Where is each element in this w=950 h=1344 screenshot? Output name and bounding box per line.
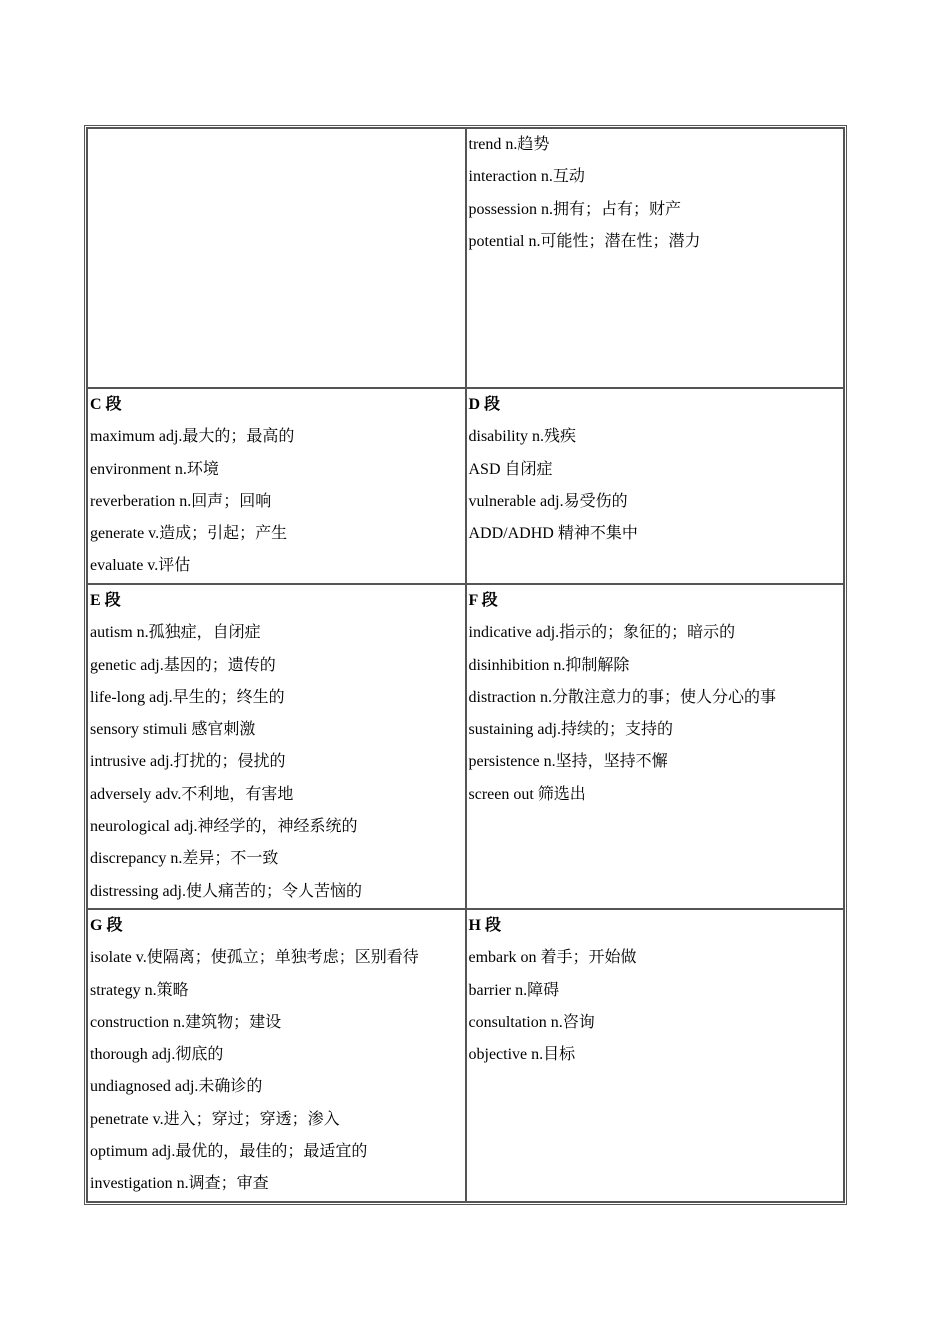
vocab-item: embark on 着手；开始做 <box>468 949 637 967</box>
section-heading: F 段 <box>468 592 498 609</box>
cell-left-1 <box>87 128 466 388</box>
section-heading: C 段 <box>90 396 122 413</box>
vocab-item: investigation n.调查；审查 <box>90 1175 269 1193</box>
section-heading: G 段 <box>90 917 123 934</box>
vocab-item: distraction n.分散注意力的事；使人分心的事 <box>468 688 777 706</box>
vocab-item: adversely adv.不利地，有害地 <box>90 785 294 803</box>
vocab-item: persistence n.坚持，坚持不懈 <box>468 753 668 771</box>
vocab-item: intrusive adj.打扰的；侵扰的 <box>90 753 286 771</box>
table-row <box>87 128 844 388</box>
table-row <box>87 584 844 909</box>
vocab-item: maximum adj.最大的；最高的 <box>90 428 295 446</box>
vocab-item: consultation n.咨询 <box>468 1013 595 1031</box>
table-row <box>87 388 844 584</box>
vocab-item: barrier n.障碍 <box>468 981 560 999</box>
vocab-item: vulnerable adj.易受伤的 <box>468 492 628 510</box>
vocab-item: thorough adj.彻底的 <box>90 1046 224 1064</box>
vocab-item: indicative adj.指示的；象征的；暗示的 <box>468 624 736 642</box>
vocab-item: trend n.趋势 <box>468 136 550 153</box>
vocab-item: ADD/ADHD 精神不集中 <box>468 525 638 543</box>
section-heading: E 段 <box>90 592 121 609</box>
vocab-item: sensory stimuli 感官刺激 <box>90 721 256 739</box>
vocab-item: strategy n.策略 <box>90 981 189 999</box>
vocab-item: autism n.孤独症，自闭症 <box>90 624 261 642</box>
vocab-item: isolate v.使隔离；使孤立；单独考虑；区别看待 <box>90 949 419 967</box>
cell-section-c <box>87 388 466 584</box>
vocab-item: neurological adj.神经学的，神经系统的 <box>90 818 358 836</box>
vocab-item: interaction n.互动 <box>468 168 585 186</box>
cell-section-d <box>466 388 845 584</box>
vocab-item: construction n.建筑物；建设 <box>90 1013 282 1031</box>
cell-right-1 <box>466 128 845 388</box>
vocabulary-table <box>84 125 847 1205</box>
section-heading: H 段 <box>468 917 501 934</box>
vocab-item: possession n.拥有；占有；财产 <box>468 200 681 218</box>
vocab-item: generate v.造成；引起；产生 <box>90 525 288 543</box>
vocab-item: discrepancy n.差异；不一致 <box>90 850 279 868</box>
vocab-item: potential n.可能性；潜在性；潜力 <box>468 232 701 250</box>
vocab-item: sustaining adj.持续的；支持的 <box>468 721 673 739</box>
vocab-item: genetic adj.基因的；遗传的 <box>90 656 276 674</box>
vocab-item: screen out 筛选出 <box>468 785 586 803</box>
vocab-item: ASD 自闭症 <box>468 460 553 478</box>
section-heading: D 段 <box>468 396 501 413</box>
vocab-item: environment n.环境 <box>90 460 219 478</box>
vocab-item: life-long adj.早生的；终生的 <box>90 688 285 706</box>
cell-section-g <box>87 909 466 1202</box>
vocab-item: evaluate v.评估 <box>90 557 191 575</box>
vocab-item: reverberation n.回声；回响 <box>90 492 272 510</box>
vocab-item: disinhibition n.抑制解除 <box>468 656 630 674</box>
cell-section-h <box>466 909 845 1202</box>
vocab-item: distressing adj.使人痛苦的；令人苦恼的 <box>90 882 362 900</box>
vocab-item: objective n.目标 <box>468 1046 576 1064</box>
cell-section-f <box>466 584 845 909</box>
vocab-item: penetrate v.进入；穿过；穿透；渗入 <box>90 1110 340 1128</box>
vocab-item: undiagnosed adj.未确诊的 <box>90 1078 263 1096</box>
table-row <box>87 909 844 1202</box>
cell-section-e <box>87 584 466 909</box>
vocab-item: disability n.残疾 <box>468 428 577 446</box>
vocab-item: optimum adj.最优的，最佳的；最适宜的 <box>90 1143 368 1161</box>
